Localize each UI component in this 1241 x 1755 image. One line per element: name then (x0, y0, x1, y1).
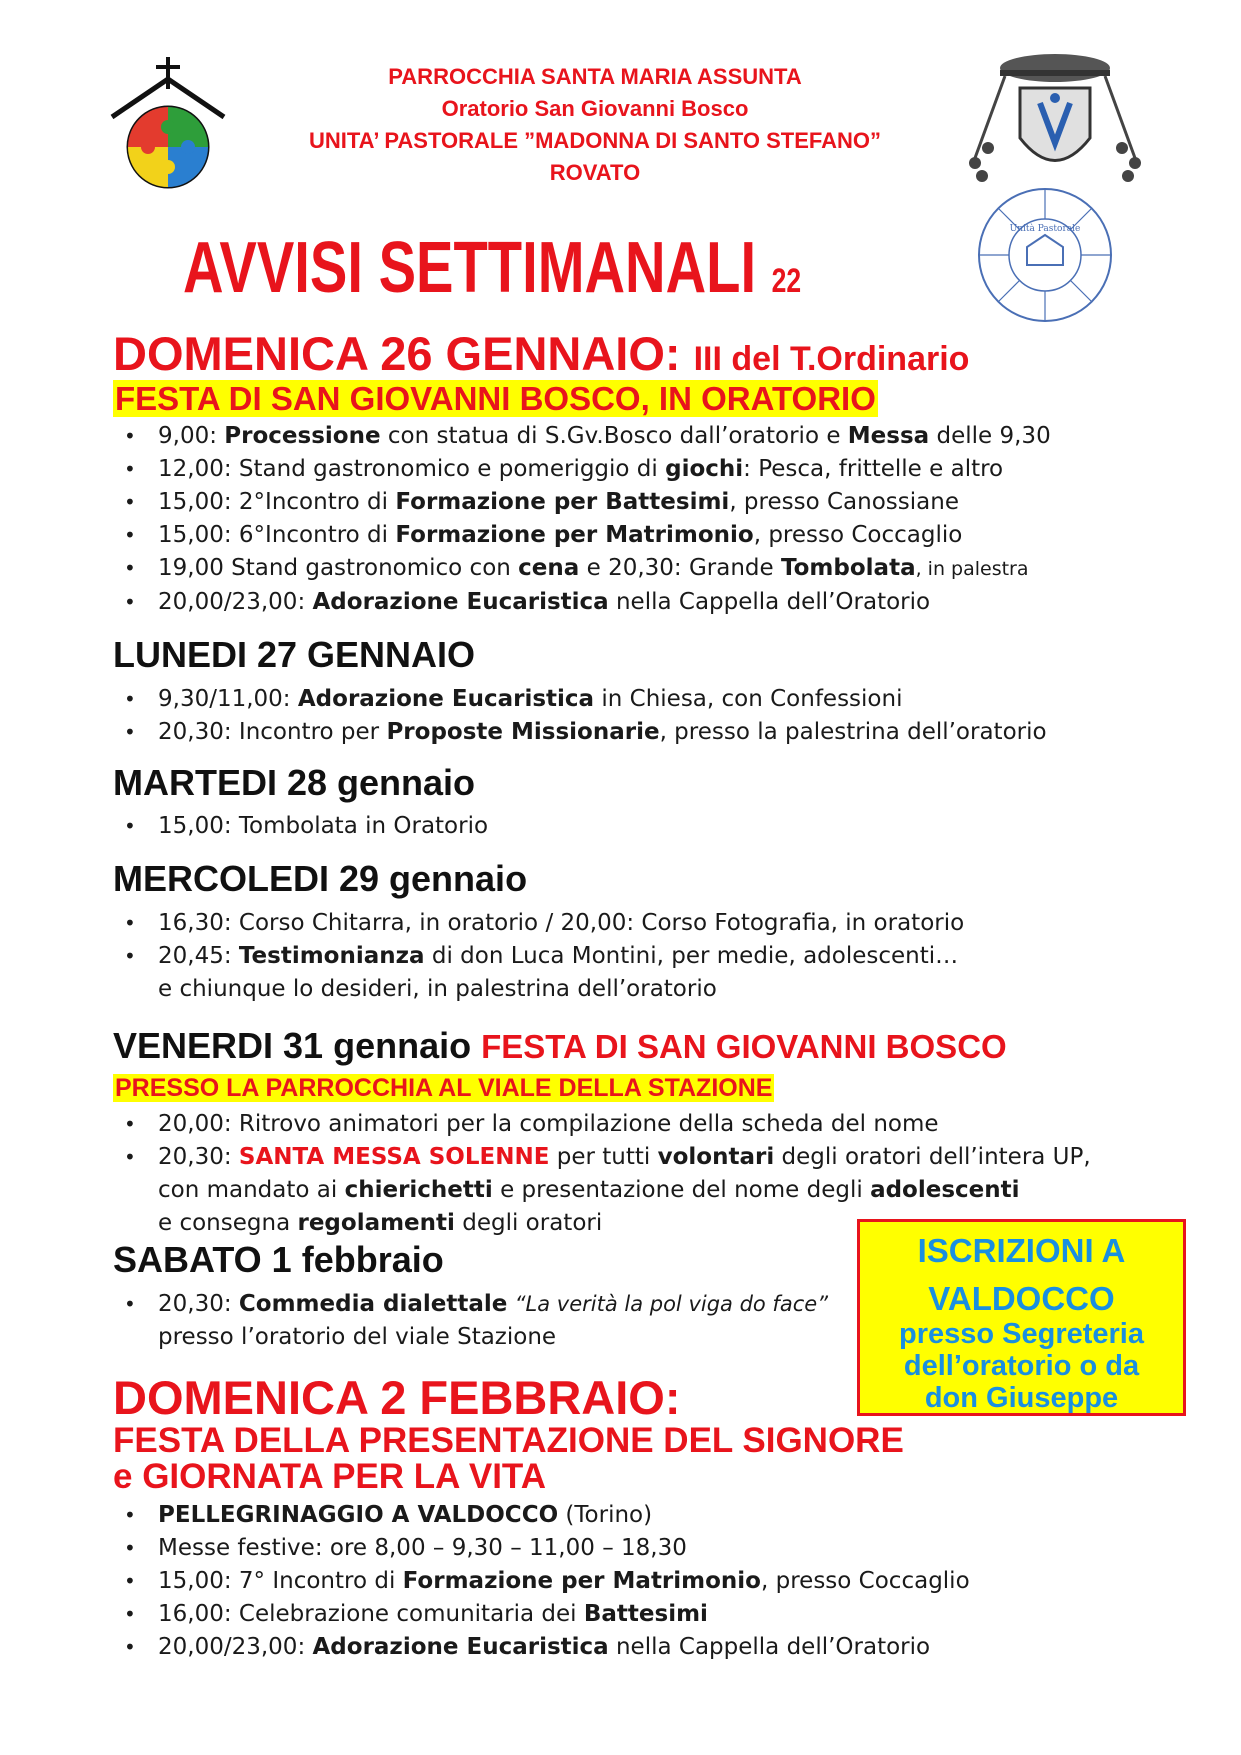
pastoral-unit-name: UNITA’ PASTORALE ”MADONNA DI SANTO STEFANO” (308, 128, 882, 153)
list-sun26 (120, 420, 1051, 619)
issue-number: 22 (771, 262, 802, 300)
feast-sub: FESTA DI SAN GIOVANNI BOSCO (481, 1028, 1007, 1065)
callout-line: ISCRIZIONI A (917, 1232, 1126, 1269)
coat-of-arms (960, 48, 1150, 188)
oratorio-name: Oratorio San Giovanni Bosco (441, 96, 749, 121)
town-name: ROVATO (549, 160, 641, 185)
callout-line: presso Segreteria (898, 1318, 1144, 1350)
day-heading-sat1: SABATO 1 febbraio (113, 1239, 444, 1280)
day-heading-wed29: MERCOLEDI 29 gennaio (113, 858, 528, 899)
list-item: • 9,30/11,00: Adorazione Eucaristica in Chiesa, con Confessioni (120, 683, 1047, 716)
list-item: • 20,45: Testimonianza di don Luca Montini, per medie, adolescenti… e chiunque lo desideri, in palestrina dell’oratorio (120, 940, 964, 1006)
highlight-sun26: FESTA DI SAN GIOVANNI BOSCO, IN ORATORIO (115, 380, 876, 417)
highlight-fri31: PRESSO LA PARROCCHIA AL VIALE DELLA STAZIONE (115, 1074, 773, 1102)
day-heading-mon27: LUNEDI 27 GENNAIO (113, 634, 476, 675)
list-item: • 20,30: Commedia dialettale “La verità la pol viga do face” presso l’oratorio del viale Stazione (120, 1288, 828, 1354)
valdocco-registration-callout (857, 1219, 1186, 1416)
unita-pastorale-seal (975, 185, 1115, 325)
list-wed29 (120, 907, 964, 1006)
callout-line: don Giuseppe (924, 1382, 1119, 1414)
page-title-text: AVVISI SETTIMANALI (183, 228, 757, 308)
liturgical-sub: III del T.Ordinario (693, 340, 970, 378)
list-item: • 20,30: SANTA MESSA SOLENNE per tutti volontari degli oratori dell’intera UP, con mandato ai chierichetti e presentazione del nome degli adolescenti e consegna regolamenti degli oratori (120, 1141, 1091, 1240)
day-heading-fri31: VENERDI 31 gennaio FESTA DI SAN GIOVANNI BOSCO (113, 1025, 1007, 1066)
list-item: • 19,00 Stand gastronomico con cena e 20,30: Grande Tombolata, in palestra (120, 552, 1051, 586)
seal-text: Unità Pastorale (1009, 224, 1081, 234)
list-item: • 16,30: Corso Chitarra, in oratorio / 20,00: Corso Fotografia, in oratorio (120, 907, 964, 940)
day-for-life-title: e GIORNATA PER LA VITA (113, 1457, 546, 1496)
list-item: • PELLEGRINAGGIO A VALDOCCO (Torino) (120, 1499, 970, 1532)
parish-name: PARROCCHIA SANTA MARIA ASSUNTA (388, 64, 802, 89)
list-sat1 (120, 1288, 828, 1354)
list-item: • 20,30: Incontro per Proposte Missionarie, presso la palestrina dell’oratorio (120, 716, 1047, 749)
list-sun2 (120, 1499, 970, 1664)
list-item: • 9,00: Processione con statua di S.Gv.Bosco dall’oratorio e Messa delle 9,30 (120, 420, 1051, 453)
feast-title-sun2: FESTA DELLA PRESENTAZIONE DEL SIGNORE (113, 1421, 904, 1460)
list-item: • 20,00/23,00: Adorazione Eucaristica nella Cappella dell’Oratorio (120, 586, 1051, 619)
list-item: • 16,00: Celebrazione comunitaria dei Battesimi (120, 1598, 970, 1631)
callout-line: VALDOCCO (928, 1280, 1115, 1317)
list-item: • 20,00/23,00: Adorazione Eucaristica nella Cappella dell’Oratorio (120, 1631, 970, 1664)
list-item: • 20,00: Ritrovo animatori per la compilazione della scheda del nome (120, 1108, 1091, 1141)
callout-line: dell’oratorio o da (903, 1350, 1140, 1382)
list-item: • 15,00: 7° Incontro di Formazione per Matrimonio, presso Coccaglio (120, 1565, 970, 1598)
page-title (183, 228, 801, 321)
list-item: • 15,00: 6°Incontro di Formazione per Matrimonio, presso Coccaglio (120, 519, 1051, 552)
list-mon27 (120, 683, 1047, 749)
day-heading-sun2: DOMENICA 2 FEBBRAIO: (113, 1371, 681, 1424)
day-heading-tue28: MARTEDI 28 gennaio (113, 762, 476, 803)
oratorio-logo (108, 55, 228, 190)
list-tue28 (120, 810, 488, 843)
list-item: • 15,00: Tombolata in Oratorio (120, 810, 488, 843)
list-item: • 15,00: 2°Incontro di Formazione per Battesimi, presso Canossiane (120, 486, 1051, 519)
list-item: • Messe festive: ore 8,00 – 9,30 – 11,00 – 18,30 (120, 1532, 970, 1565)
day-heading-sun26: DOMENICA 26 GENNAIO: III del T.Ordinario (113, 327, 970, 380)
list-item: • 12,00: Stand gastronomico e pomeriggio di giochi: Pesca, frittelle e altro (120, 453, 1051, 486)
